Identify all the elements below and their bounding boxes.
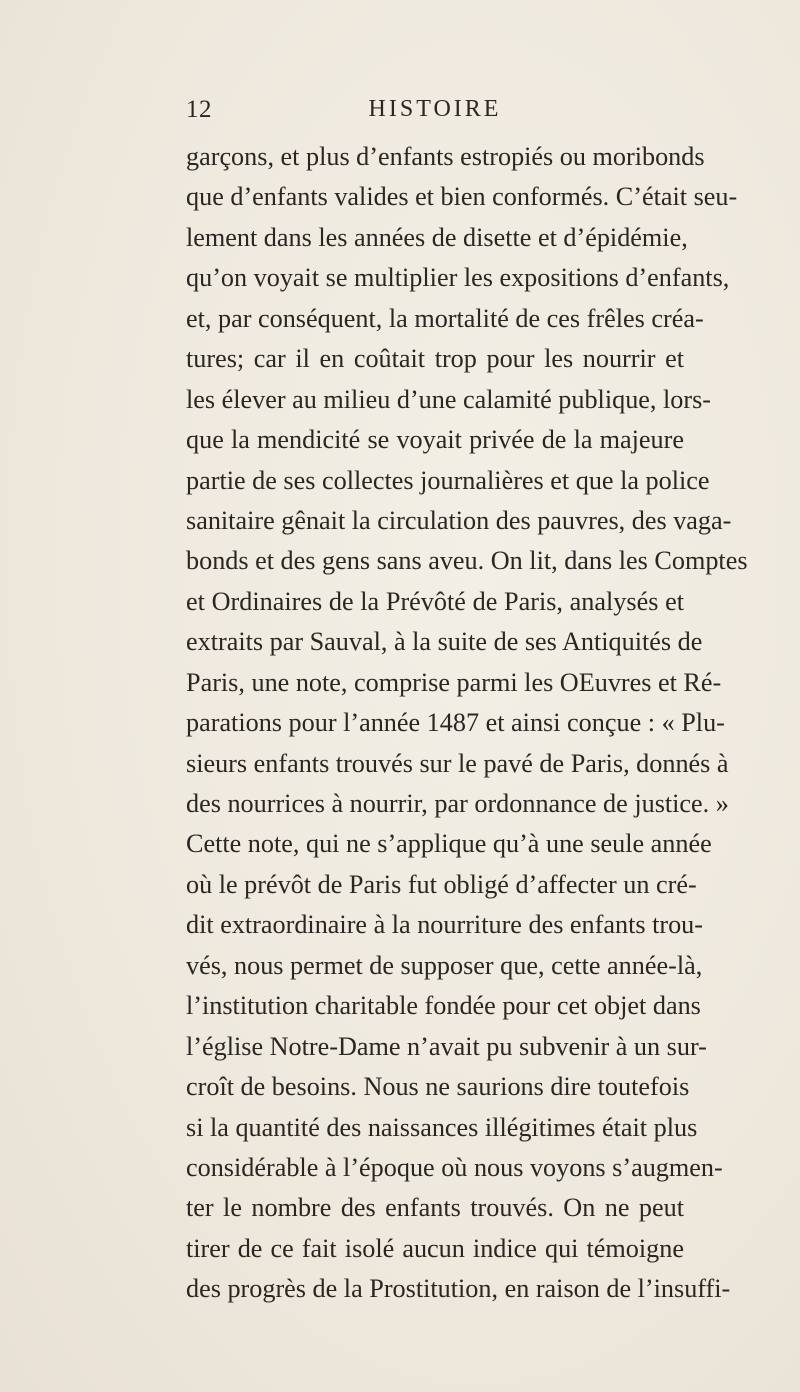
page-number: 12 bbox=[186, 96, 212, 123]
text-line: parations pour l’année 1487 et ainsi conçue : « Plu- bbox=[186, 708, 725, 738]
text-line: que la mendicité se voyait privée de la majeure bbox=[186, 425, 684, 455]
text-line: et Ordinaires de la Prévôté de Paris, analysés et bbox=[186, 586, 684, 616]
text-line: l’institution charitable fondée pour cet objet dans bbox=[186, 991, 701, 1021]
text-line: dit extraordinaire à la nourriture des enfants trou- bbox=[186, 910, 703, 940]
running-title: HISTOIRE bbox=[368, 96, 502, 122]
text-line: partie de ses collectes journalières et que la police bbox=[186, 465, 710, 495]
text-line: tirer de ce fait isolé aucun indice qui témoigne bbox=[186, 1233, 684, 1263]
text-line: Cette note, qui ne s’applique qu’à une seule année bbox=[186, 829, 712, 859]
page-header bbox=[186, 96, 684, 136]
text-line: Paris, une note, comprise parmi les OEuvres et Ré- bbox=[186, 667, 722, 697]
text-line: et, par conséquent, la mortalité de ces frêles créa- bbox=[186, 303, 704, 333]
text-line: ter le nombre des enfants trouvés. On ne peut bbox=[186, 1193, 684, 1223]
text-line: qu’on voyait se multiplier les expositions d’enfants, bbox=[186, 263, 730, 293]
text-line: considérable à l’époque où nous voyons s’augmen- bbox=[186, 1152, 723, 1182]
text-line: vés, nous permet de supposer que, cette année-là, bbox=[186, 950, 703, 980]
text-line: que d’enfants valides et bien conformés. C’était seu- bbox=[186, 182, 738, 212]
text-line: des nourrices à nourrir, par ordonnance de justice. » bbox=[186, 789, 729, 818]
text-line: sanitaire gênait la circulation des pauvres, des vaga- bbox=[186, 505, 732, 535]
text-line: si la quantité des naissances illégitimes était plus bbox=[186, 1112, 698, 1142]
text-line: des progrès de la Prostitution, en raison de l’insuffi- bbox=[186, 1274, 731, 1304]
text-line: garçons, et plus d’enfants estropiés ou moribonds bbox=[186, 142, 705, 171]
text-line: où le prévôt de Paris fut obligé d’affecter un cré- bbox=[186, 869, 697, 899]
text-line: bonds et des gens sans aveu. On lit, dans les Comptes bbox=[186, 546, 748, 576]
text-line: extraits par Sauval, à la suite de ses Antiquités de bbox=[186, 627, 703, 657]
text-line: croît de besoins. Nous ne saurions dire toutefois bbox=[186, 1072, 690, 1102]
text-line: tures; car il en coûtait trop pour les nourrir et bbox=[186, 344, 684, 374]
body-text bbox=[186, 137, 748, 1310]
text-line: les élever au milieu d’une calamité publique, lors- bbox=[186, 384, 712, 414]
text-line: sieurs enfants trouvés sur le pavé de Paris, donnés à bbox=[186, 748, 729, 778]
text-line: lement dans les années de disette et d’épidémie, bbox=[186, 222, 688, 252]
text-line: l’église Notre-Dame n’avait pu subvenir à un sur- bbox=[186, 1031, 707, 1061]
